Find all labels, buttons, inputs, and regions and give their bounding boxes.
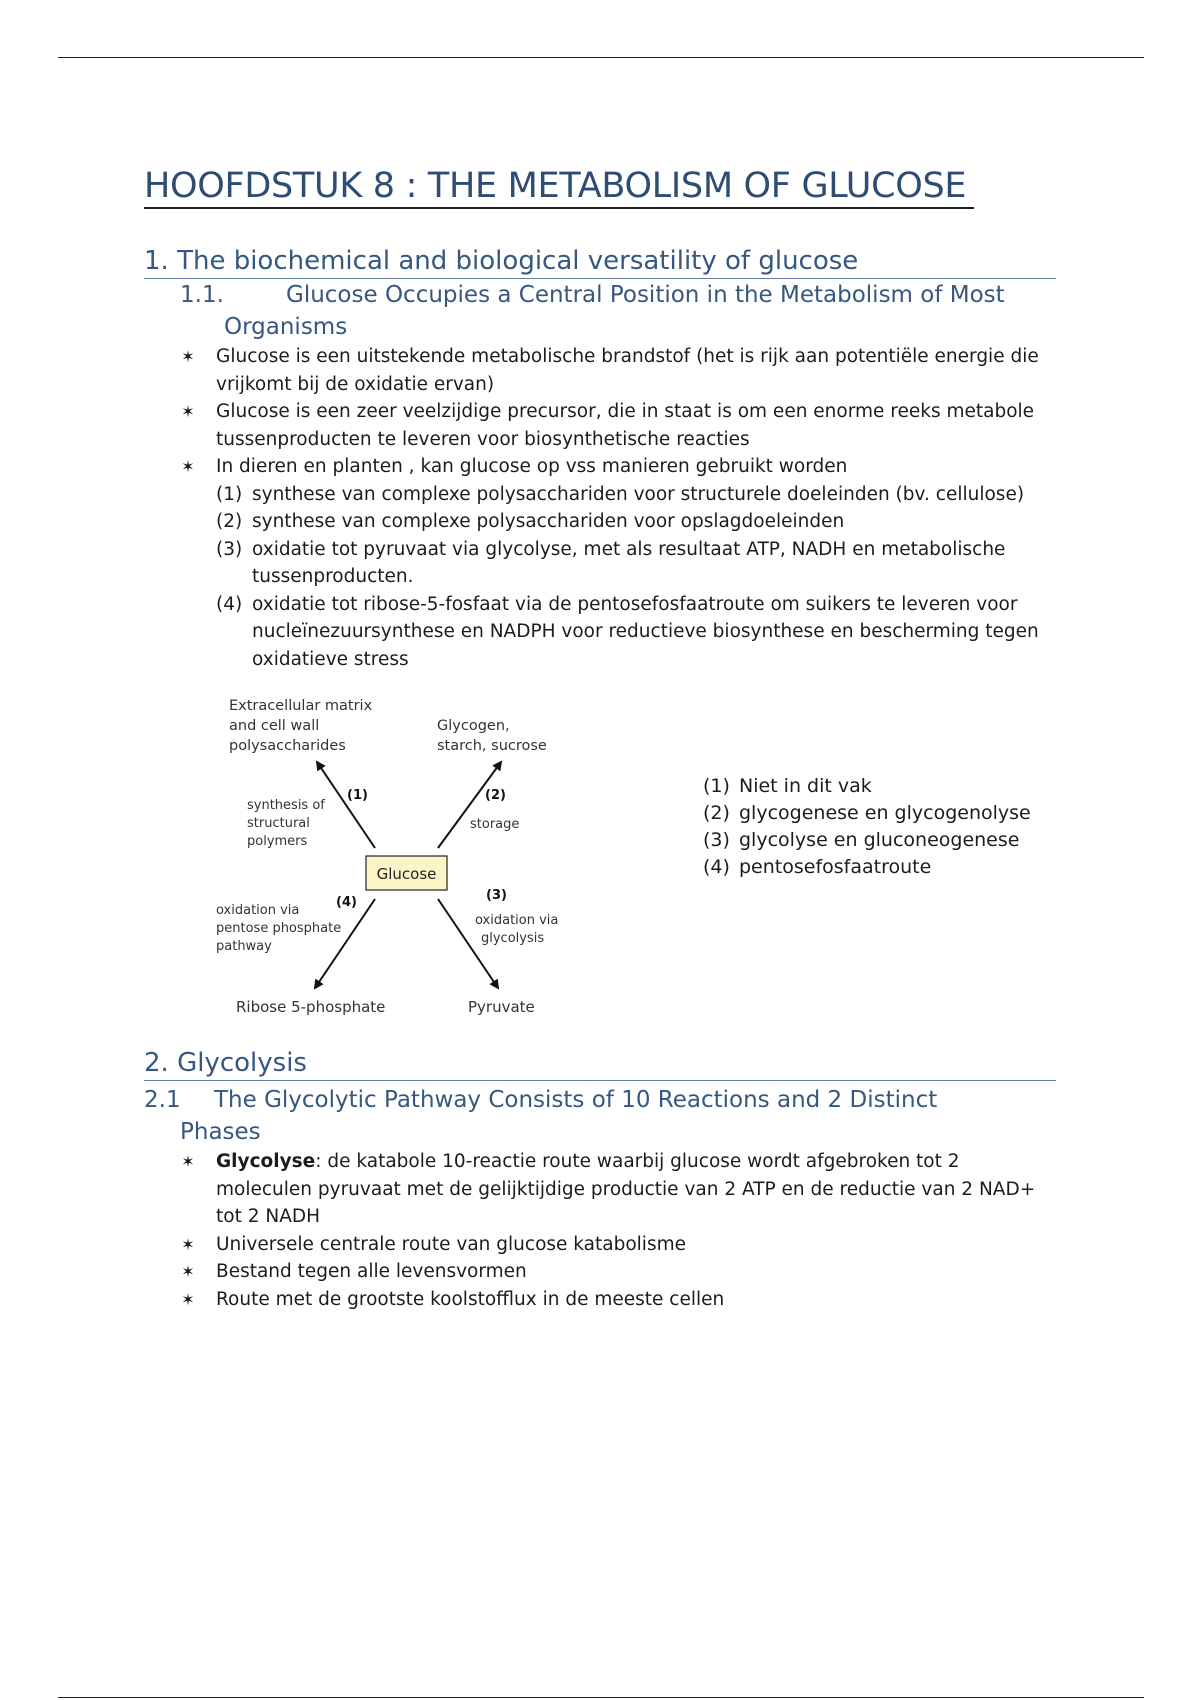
item-text: pentosefosfaatroute	[739, 856, 932, 878]
subsection-title-line2: Phases	[180, 1119, 261, 1145]
process-pentose-line3: pathway	[216, 939, 272, 954]
product-ribose-5-phosphate: Ribose 5-phosphate	[236, 998, 386, 1016]
list-item	[180, 1286, 1060, 1314]
product-extracellular-matrix-line3: polysaccharides	[229, 738, 346, 754]
item-number: (4)	[703, 856, 730, 878]
section-number: 1.	[144, 246, 169, 276]
section-2-heading	[144, 1046, 1056, 1081]
item-number: (1)	[703, 775, 730, 797]
subsection-number: 1.1.	[180, 282, 224, 308]
bullet-star-icon: ✶	[181, 1289, 195, 1309]
pathway-legend-list	[703, 773, 1031, 881]
subsection-title-line2: Organisms	[224, 314, 348, 340]
list-item	[180, 1231, 1060, 1259]
arrow-to-ribose-5-phosphate	[315, 899, 375, 988]
item-number: (2)	[703, 802, 730, 824]
process-synthesis-line1: synthesis of	[247, 798, 325, 813]
list-item	[216, 481, 1060, 509]
process-glycolysis-line1: oxidation via	[475, 913, 559, 928]
bullet-star-icon: ✶	[181, 1152, 195, 1171]
pathway-number-3: (3)	[486, 888, 507, 903]
definition-term: Glycolyse	[216, 1151, 316, 1172]
section-1-bullet-list	[180, 343, 1060, 673]
section-number: 2.	[144, 1048, 169, 1078]
item-text: glycolyse en gluconeogenese	[739, 829, 1020, 851]
pathway-number-2: (2)	[485, 788, 506, 803]
process-storage: storage	[470, 817, 520, 832]
subsection-title-line1: Glucose Occupies a Central Position in the Metabolism of Most	[286, 282, 1005, 308]
process-synthesis-line3: polymers	[247, 834, 308, 849]
list-item	[180, 1148, 1060, 1231]
bullet-star-icon: ✶	[181, 347, 195, 366]
section-title: Glycolysis	[177, 1048, 307, 1078]
uses-numbered-list	[216, 481, 1060, 674]
list-item	[703, 773, 1031, 800]
subsection-number: 2.1	[144, 1087, 181, 1113]
page-title: HOOFDSTUK 8 : THE METABOLISM OF GLUCOSE	[144, 165, 974, 209]
arrow-to-glycogen	[438, 762, 501, 848]
bottom-rule	[58, 1697, 1144, 1698]
arrow-to-structural-polysaccharides	[317, 762, 375, 848]
pathway-number-4: (4)	[336, 895, 357, 910]
list-item	[216, 591, 1060, 674]
process-pentose-line2: pentose phosphate	[216, 921, 342, 936]
subsection-title-line1: The Glycolytic Pathway Consists of 10 Reactions and 2 Distinct	[214, 1087, 938, 1113]
process-synthesis-line2: structural	[247, 816, 310, 831]
bullet-star-icon: ✶	[181, 402, 195, 421]
pathway-number-1: (1)	[347, 788, 368, 803]
bullet-text: Bestand tegen alle levensvormen	[216, 1261, 527, 1282]
product-glycogen-line1: Glycogen,	[437, 718, 510, 734]
bullet-star-icon: ✶	[181, 457, 195, 476]
item-text: glycogenese en glycogenolyse	[739, 802, 1031, 824]
process-pentose-line1: oxidation via	[216, 903, 300, 918]
item-text: oxidatie tot ribose-5-fosfaat via de pentosefosfaatroute om suikers te leveren voor nucleïnezuursynthese en NADPH voor reductieve biosynthese en bescherming tegen oxidatieve stress	[252, 593, 1039, 670]
list-item	[216, 508, 1060, 536]
subsection-2-1-heading	[144, 1084, 1056, 1148]
section-2-bullet-list	[180, 1148, 1060, 1313]
bullet-text: Glucose is een uitstekende metabolische brandstof (het is rijk aan potentiële energie die vrijkomt bij de oxidatie ervan)	[216, 346, 1039, 395]
item-text: synthese van complexe polysacchariden voor structurele doeleinden (bv. cellulose)	[252, 483, 1025, 505]
bullet-star-icon: ✶	[181, 1234, 195, 1254]
item-number: (4)	[216, 593, 243, 615]
bullet-star-icon: ✶	[181, 1262, 195, 1281]
subsection-1-1-heading	[180, 279, 1056, 343]
item-text: Niet in dit vak	[739, 775, 872, 797]
list-item	[216, 536, 1060, 591]
item-number: (2)	[216, 511, 243, 532]
section-title: The biochemical and biological versatility of glucose	[177, 246, 859, 276]
item-number: (1)	[216, 483, 243, 505]
bullet-text: Glucose is een zeer veelzijdige precursor, die in staat is om een enorme reeks metabole tussenproducten te leveren voor biosynthetische reacties	[216, 401, 1035, 450]
product-extracellular-matrix-line2: and cell wall	[229, 718, 320, 734]
item-text: oxidatie tot pyruvaat via glycolyse, met als resultaat ATP, NADH en metabolische tussenproducten.	[252, 538, 1006, 587]
list-item	[180, 453, 1060, 673]
list-item	[703, 800, 1031, 827]
product-glycogen-line2: starch, sucrose	[437, 738, 547, 754]
list-item	[703, 854, 1031, 881]
section-1-heading	[144, 244, 1056, 279]
process-glycolysis-line2: glycolysis	[481, 931, 545, 946]
bullet-text: Route met de grootste koolstofflux in de meeste cellen	[216, 1288, 725, 1310]
list-item	[703, 827, 1031, 854]
item-text: synthese van complexe polysacchariden voor opslagdoeleinden	[252, 511, 845, 532]
bullet-text: Universele centrale route van glucose katabolisme	[216, 1233, 686, 1255]
bullet-text: In dieren en planten , kan glucose op vss manieren gebruikt worden	[216, 456, 848, 477]
product-pyruvate: Pyruvate	[468, 998, 535, 1016]
list-item	[180, 398, 1060, 453]
definition-text: : de katabole 10-reactie route waarbij glucose wordt afgebroken tot 2 moleculen pyruvaat met de gelijktijdige productie van 2 ATP en de reductie van 2 NAD+ tot 2 NADH	[216, 1151, 1036, 1227]
list-item	[180, 343, 1060, 398]
product-extracellular-matrix-line1: Extracellular matrix	[229, 698, 373, 714]
glucose-label: Glucose	[376, 865, 437, 883]
list-item	[180, 1258, 1060, 1286]
item-number: (3)	[216, 538, 243, 560]
item-number: (3)	[703, 829, 730, 851]
glucose-fates-diagram	[205, 690, 575, 1030]
top-rule	[58, 57, 1144, 58]
